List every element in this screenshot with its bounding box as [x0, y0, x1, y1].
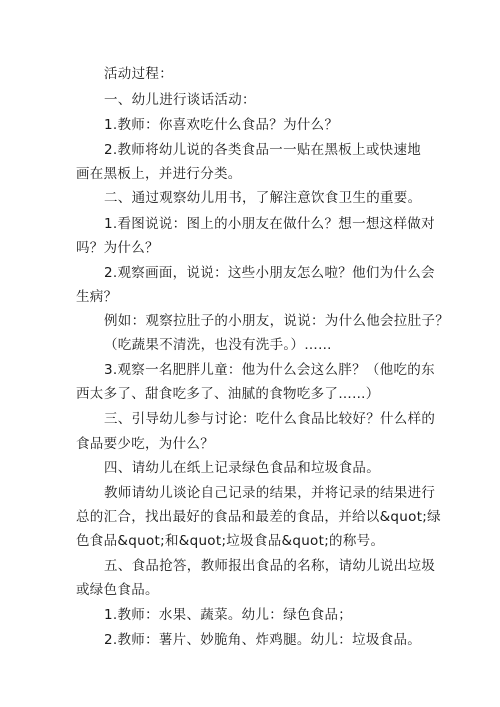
paragraph-line: 1.看图说说：图上的小朋友在做什么？想一想这样做对	[104, 216, 435, 232]
paragraph-line: 吗？为什么？	[76, 240, 159, 256]
paragraph-line: 色食品&quot;和&quot;垃圾食品&quot;的称号。	[76, 533, 385, 549]
paragraph-line: 2.教师将幼儿说的各类食品一一贴在黑板上或快速地	[104, 142, 422, 158]
paragraph-line: 西太多了、甜食吃多了、油腻的食物吃多了……）	[76, 386, 380, 402]
paragraph-line: 1.教师：水果、蔬菜。幼儿：绿色食品；	[104, 607, 353, 623]
step-two-heading: 二、通过观察幼儿用书，了解注意饮食卫生的重要。	[104, 190, 422, 206]
paragraph-line: 1.教师：你喜欢吃什么食品？为什么？	[104, 117, 339, 133]
step-five-heading: 五、食品抢答，教师报出食品的名称，请幼儿说出垃圾	[104, 558, 436, 574]
step-four-heading: 四、请幼儿在纸上记录绿色食品和垃圾食品。	[104, 460, 380, 476]
paragraph-line: 2.教师：薯片、妙脆角、炸鸡腿。幼儿：垃圾食品。	[104, 632, 422, 648]
paragraph-line: 画在黑板上，并进行分类。	[76, 166, 242, 182]
step-one-heading: 一、幼儿进行谈话活动：	[104, 92, 256, 108]
step-three-heading: 三、引导幼儿参与讨论：吃什么食品比较好？什么样的	[104, 411, 436, 427]
paragraph-line: 生病？	[76, 289, 118, 305]
paragraph-line: 例如：观察拉肚子的小朋友，说说：为什么他会拉肚子？	[104, 313, 449, 329]
paragraph-line: 2.观察画面，说说：这些小朋友怎么啦？他们为什么会	[104, 265, 435, 281]
paragraph-line: 或绿色食品。	[76, 582, 159, 598]
paragraph-line: 教师请幼儿谈论自己记录的结果，并将记录的结果进行	[104, 485, 436, 501]
paragraph-line: （吃蔬果不清洗，也没有洗手。）……	[104, 337, 332, 353]
paragraph-line: 3.观察一名肥胖儿童：他为什么会这么胖？（他吃的东	[104, 362, 435, 378]
paragraph-line: 食品要少吃，为什么？	[76, 436, 214, 452]
paragraph-line: 总的汇合，找出最好的食品和最差的食品，并给以&quot;绿	[76, 509, 441, 525]
section-heading: 活动过程：	[104, 66, 173, 82]
